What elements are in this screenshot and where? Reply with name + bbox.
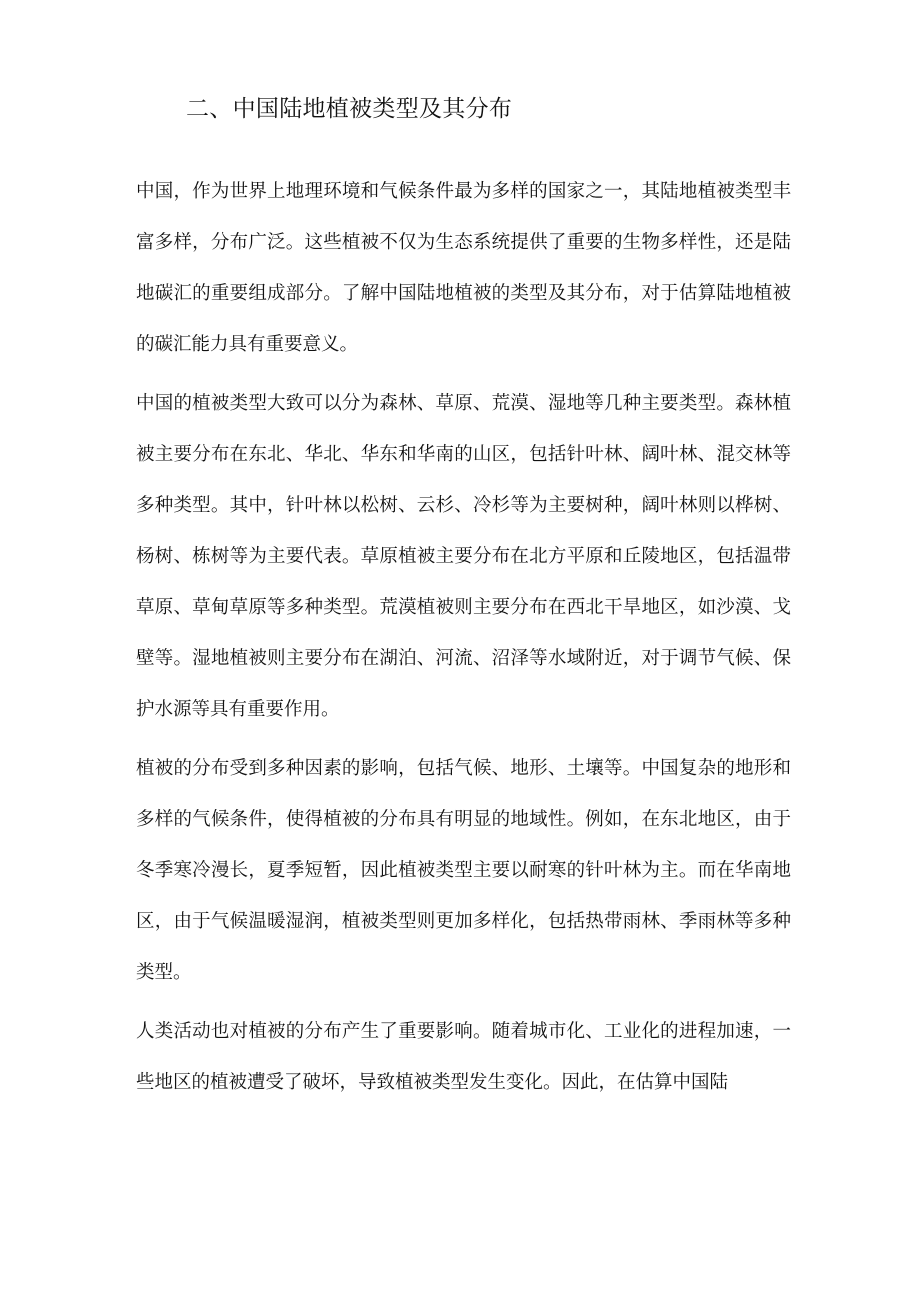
paragraph-intro: 中国，作为世界上地理环境和气候条件最为多样的国家之一，其陆地植被类型丰富多样，分布广泛。这些植被不仅为生态系统提供了重要的生物多样性，还是陆地碳汇的重要组成部分。了解中国陆地植被的类型及其分布，对于估算陆地植被的碳汇能力具有重要意义。 bbox=[136, 181, 791, 355]
paragraph-distribution-factors: 植被的分布受到多种因素的影响，包括气候、地形、土壤等。中国复杂的地形和多样的气候条件，使得植被的分布具有明显的地域性。例如，在东北地区，由于冬季寒冷漫长，夏季短暂，因此植被类型主要以耐寒的针叶林为主。而在华南地区，由于气候温暖湿润，植被类型则更加多样化，包括热带雨林、季雨林等多种类型。 bbox=[136, 758, 791, 983]
paragraph-vegetation-types: 中国的植被类型大致可以分为森林、草原、荒漠、湿地等几种主要类型。森林植被主要分布在东北、华北、华东和华南的山区，包括针叶林、阔叶林、混交林等多种类型。其中，针叶林以松树、云杉、冷杉等为主要树种，阔叶林则以桦树、杨树、栋树等为主要代表。草原植被主要分布在北方平原和丘陵地区，包括温带草原、草甸草原等多种类型。荒漠植被则主要分布在西北干旱地区，如沙漠、戈壁等。湿地植被则主要分布在湖泊、河流、沼泽等水域附近，对于调节气候、保护水源等具有重要作用。 bbox=[136, 393, 791, 720]
section-title: 二、中国陆地植被类型及其分布 bbox=[186, 96, 513, 122]
document-body bbox=[136, 166, 791, 1116]
paragraph-human-impact: 人类活动也对植被的分布产生了重要影响。随着城市化、工业化的进程加速，一些地区的植被遭受了破坏，导致植被类型发生变化。因此，在估算中国陆 bbox=[136, 1021, 791, 1093]
